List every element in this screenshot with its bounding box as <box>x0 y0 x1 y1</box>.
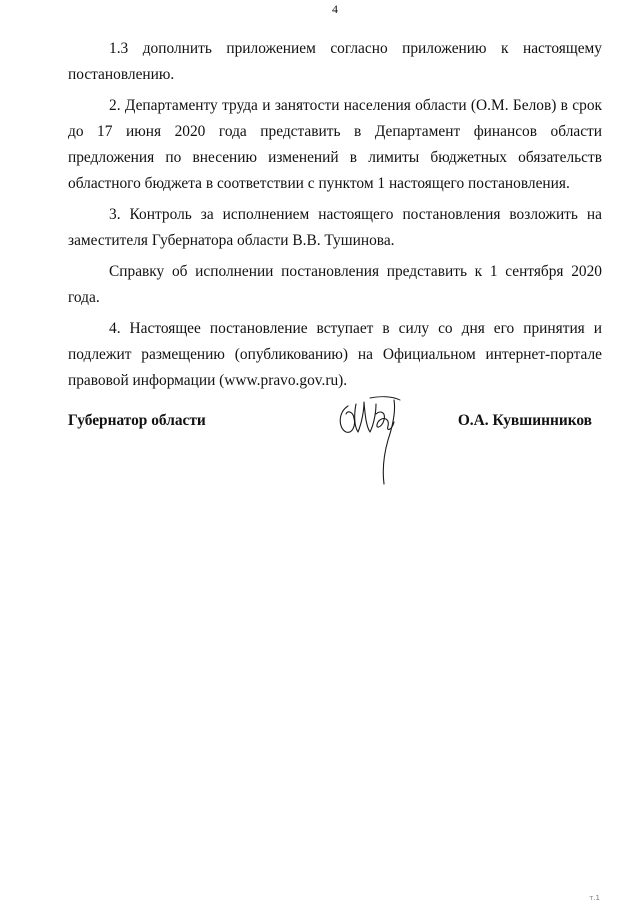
paragraph-report: Справку об исполнении постановления представить к 1 сентября 2020 года. <box>68 263 602 306</box>
scan-mark: т.1 <box>589 894 600 902</box>
paragraph-1-3: 1.3 дополнить приложением согласно приложению к настоящему постановлению. <box>68 40 602 83</box>
handwritten-signature <box>334 392 410 488</box>
paragraph-3: 3. Контроль за исполнением настоящего постановления возложить на заместителя Губернатора области В.В. Тушинова. <box>68 206 602 249</box>
signatory-name: О.А. Кувшинников <box>457 412 592 429</box>
signatory-title: Губернатор области <box>68 412 206 429</box>
paragraph-2: 2. Департаменту труда и занятости населения области (О.М. Белов) в срок до 17 июня 2020 года представить в Департамент финансов области предложения по внесению изменений в лимиты бюджетных обязательств областного бюджета в соответствии с пунктом 1 настоящего постановления. <box>68 97 602 192</box>
document-body <box>68 36 602 394</box>
page-number: 4 <box>332 2 338 16</box>
paragraph-4: 4. Настоящее постановление вступает в силу со дня его принятия и подлежит размещению (опубликованию) на Официальном интернет-портале правовой информации (www.pravo.gov.ru). <box>68 320 602 389</box>
